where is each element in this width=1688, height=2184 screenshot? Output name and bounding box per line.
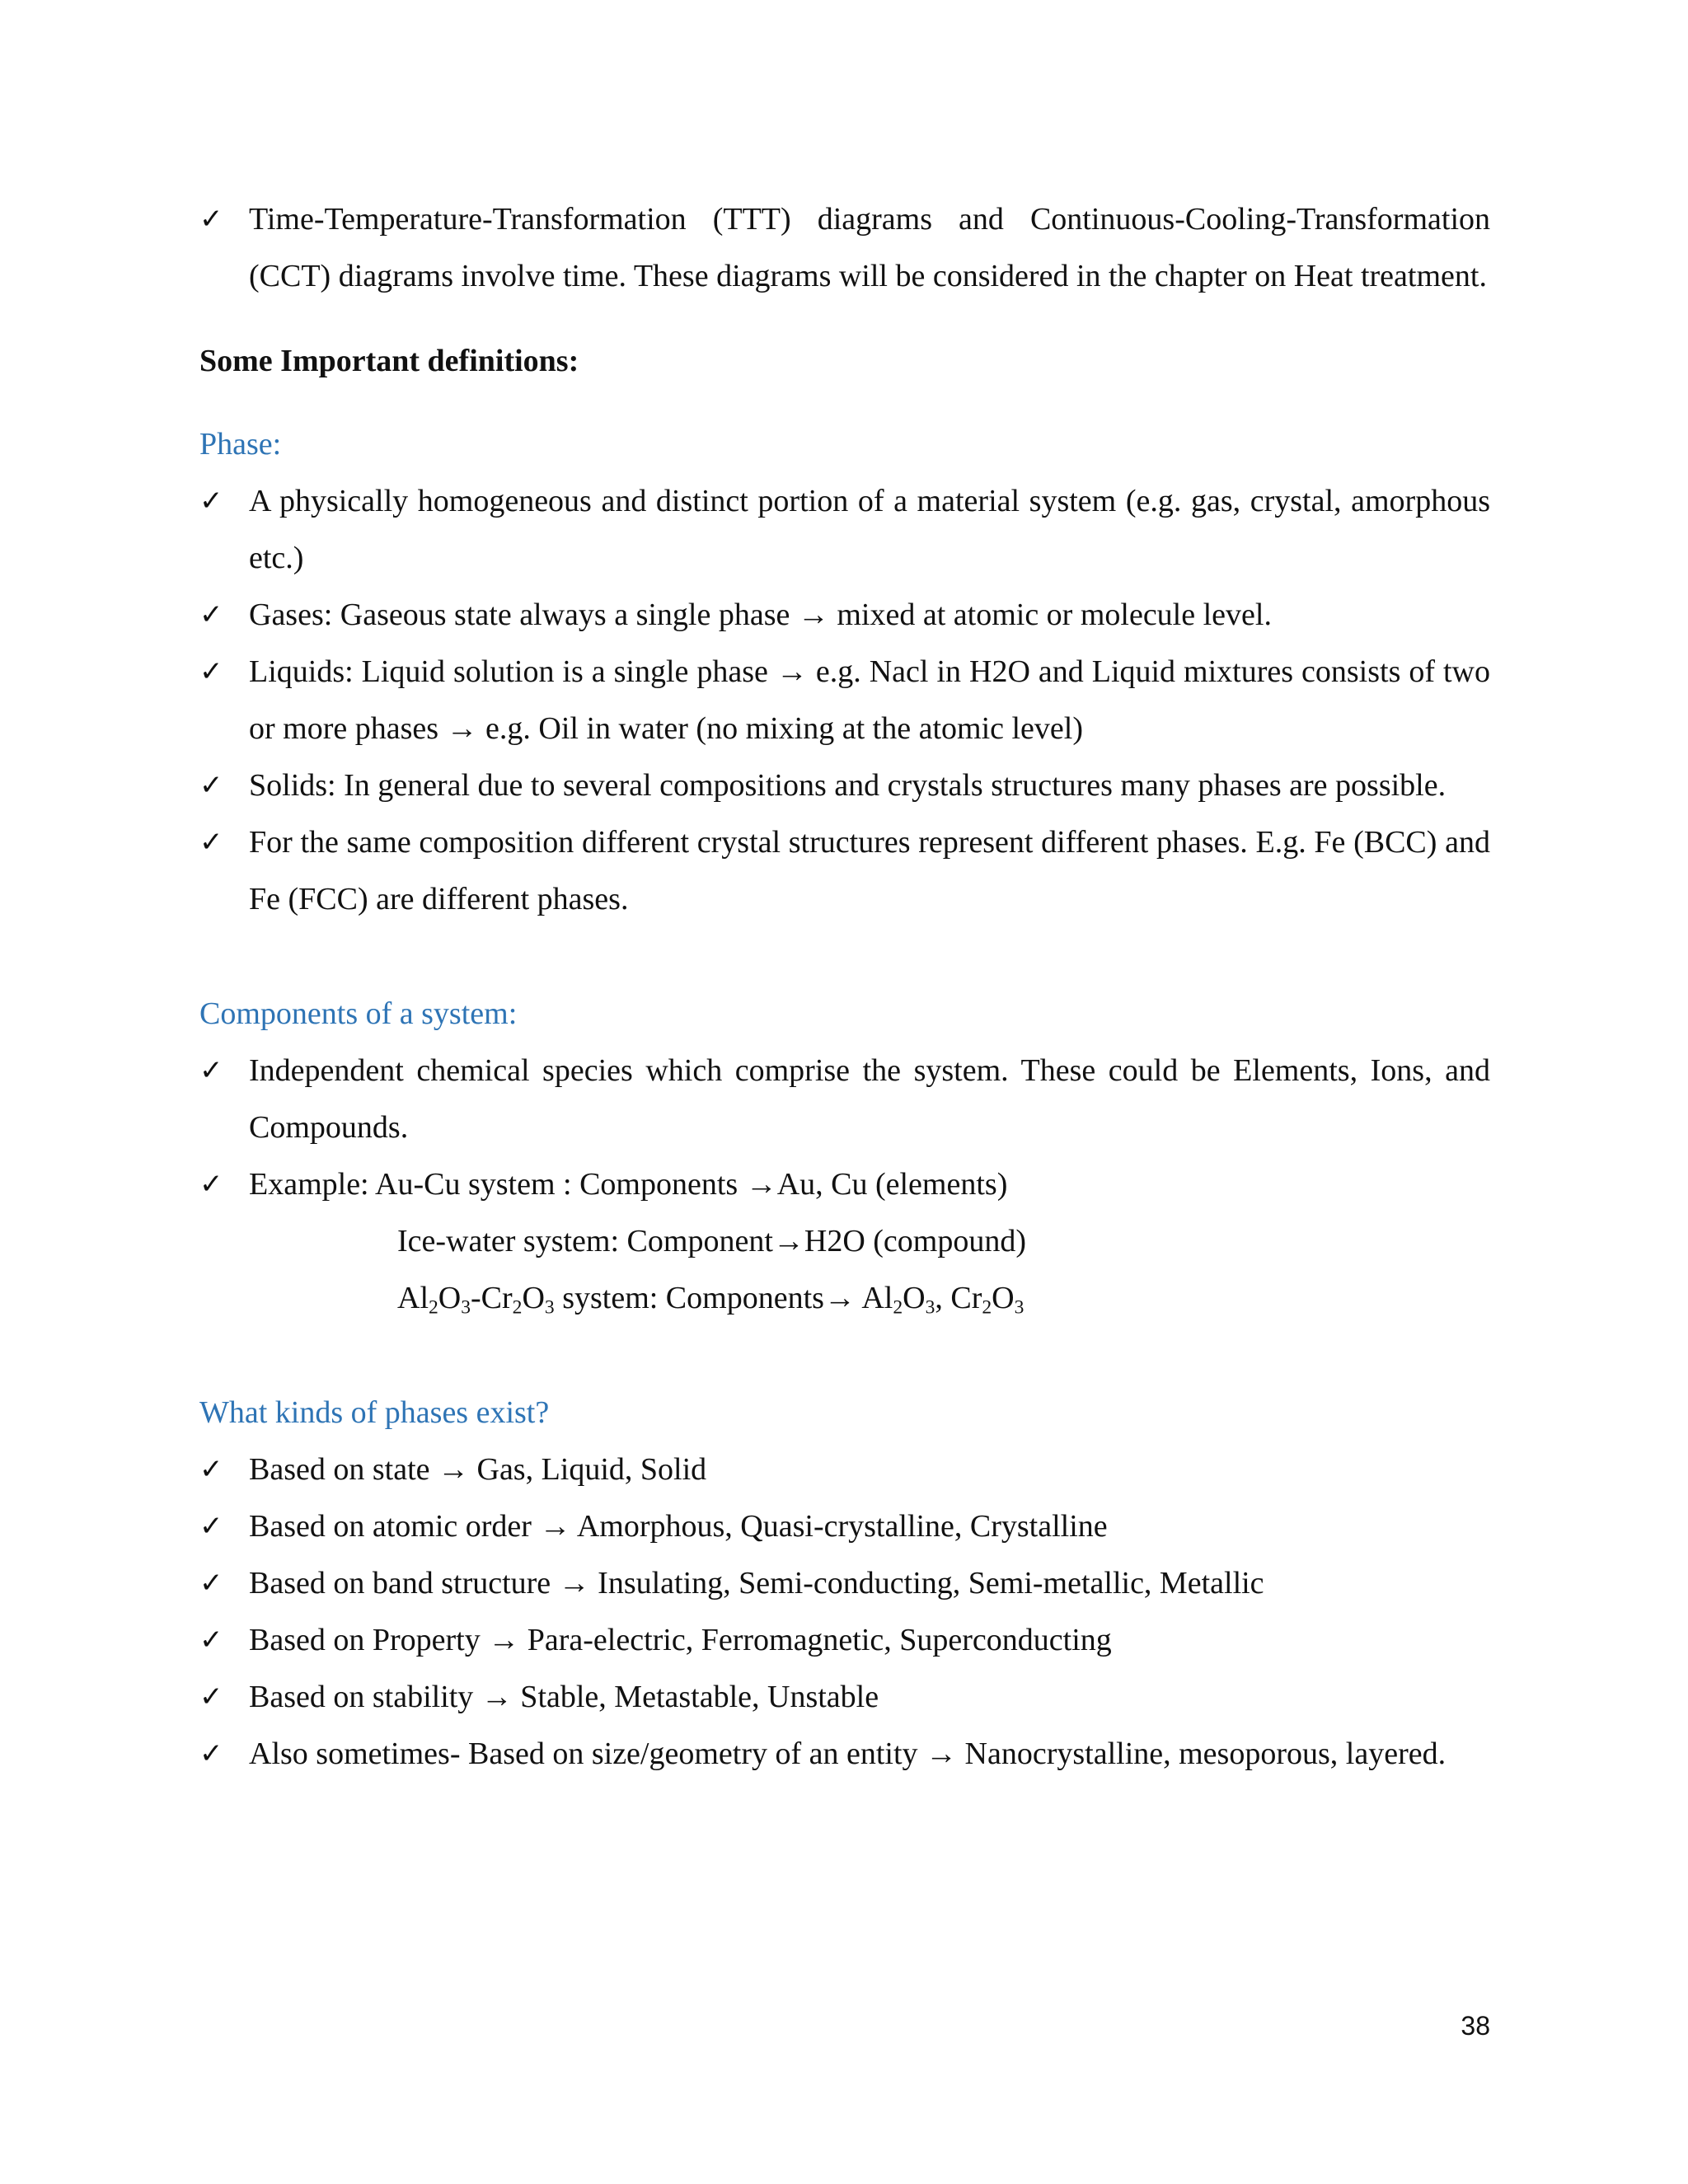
item-text: Based on Property → Para-electric, Ferromagnetic, Superconducting [249,1623,1112,1657]
item-text: Independent chemical species which comprise the system. These could be Elements, Ions, and Compounds. [249,1053,1490,1145]
check-icon: ✓ [199,1567,223,1600]
list-item [199,814,1490,928]
check-icon: ✓ [199,1054,223,1087]
check-icon: ✓ [199,1680,223,1713]
list-item [199,757,1490,814]
item-text: A physically homogeneous and distinct portion of a material system (e.g. gas, crystal, amorphous etc.) [249,484,1490,575]
example-line: Ice-water system: Component→H2O (compound) [397,1224,1026,1258]
item-text: Based on atomic order → Amorphous, Quasi-crystalline, Crystalline [249,1509,1108,1544]
list-item [199,1441,1490,1498]
list-item [199,191,1490,305]
check-icon: ✓ [199,1168,223,1201]
item-text: Liquids: Liquid solution is a single phase → e.g. Nacl in H2O and Liquid mixtures consists of two or more phases → e.g. Oil in water (no mixing at the atomic level) [249,654,1490,746]
list-item [199,587,1490,644]
check-icon: ✓ [199,203,223,236]
item-text: Based on band structure → Insulating, Semi-conducting, Semi-metallic, Metallic [249,1566,1264,1601]
check-icon: ✓ [199,1453,223,1486]
item-text: Gases: Gaseous state always a single phase → mixed at atomic or molecule level. [249,598,1272,632]
document-body [199,191,1490,1783]
item-text: Solids: In general due to several compositions and crystals structures many phases are possible. [249,768,1447,803]
list-item [199,644,1490,757]
list-item [199,1726,1490,1783]
item-text: Based on state → Gas, Liquid, Solid [249,1452,707,1487]
list-item [199,473,1490,587]
list-item [199,1156,1490,1213]
phase-heading: Phase: [199,427,282,462]
check-icon: ✓ [199,826,223,859]
check-icon: ✓ [199,769,223,802]
check-icon: ✓ [199,598,223,631]
list-item [199,1555,1490,1612]
list-item [199,1043,1490,1156]
example-line-formula: $Al_2O_3-Cr_2O_3$ system: Components→ $Al_2O_3$, $Cr_2O_3$ [397,1281,1025,1319]
check-icon: ✓ [199,1510,223,1543]
list-item [199,1669,1490,1726]
list-item [199,1612,1490,1669]
kinds-heading: What kinds of phases exist? [199,1395,550,1430]
definitions-heading: Some Important definitions: [199,344,579,378]
check-icon: ✓ [199,1737,223,1770]
check-icon: ✓ [199,655,223,688]
check-icon: ✓ [199,1624,223,1657]
item-text: For the same composition different crystal structures represent different phases. E.g. Fe (BCC) and Fe (FCC) are different phases. [249,825,1490,916]
item-text: Time-Temperature-Transformation (TTT) diagrams and Continuous-Cooling-Transformation (CCT) diagrams involve time. These diagrams will be considered in the chapter on Heat treatment. [249,202,1490,293]
example-text: Example: Au-Cu system : Components →Au, Cu (elements) [249,1167,1008,1202]
components-heading: Components of a system: [199,996,518,1031]
check-icon: ✓ [199,485,223,518]
item-text: Also sometimes- Based on size/geometry of an entity → Nanocrystalline, mesoporous, layered. [249,1736,1447,1771]
page-number: 38 [1461,2011,1490,2041]
list-item [199,1498,1490,1555]
item-text: Based on stability → Stable, Metastable, Unstable [249,1680,879,1714]
